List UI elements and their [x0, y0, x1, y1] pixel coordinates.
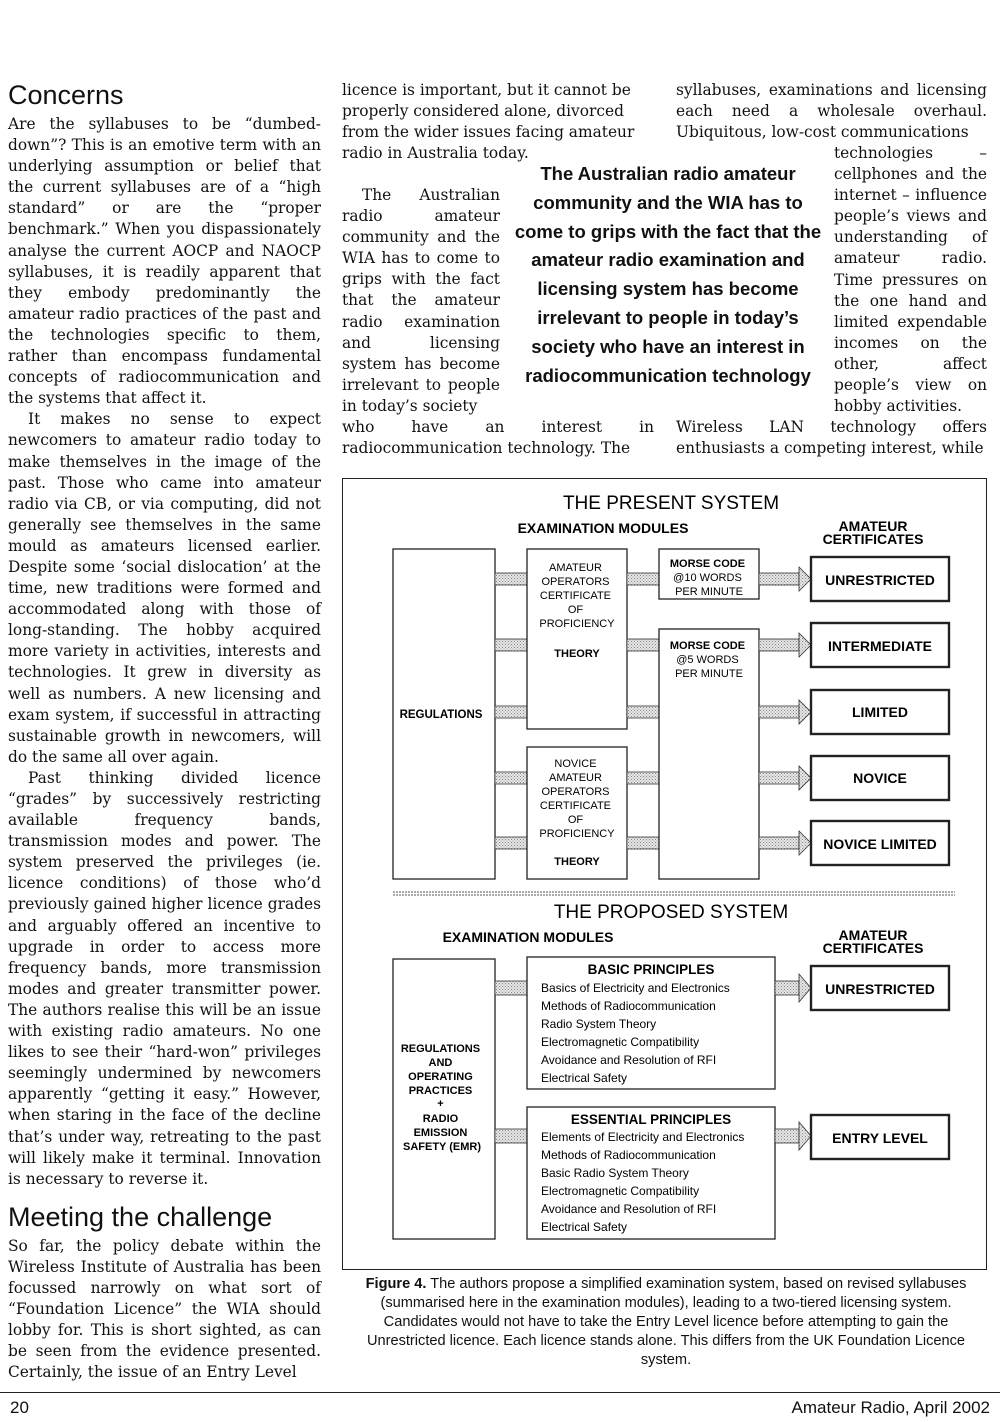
aocp-theory-label: THEORY	[554, 648, 600, 660]
morse-5-label: MORSE CODE @5 WORDS PER MINUTE	[669, 640, 746, 680]
proposed-regulations-label: REGULATIONS AND OPERATING PRACTICES + RADIO EMISSION SAFETY (EMR)	[400, 1043, 482, 1153]
paragraph: Wireless LAN technology offers enthusiasts a competing interest, while	[676, 418, 987, 458]
arrow-bar	[495, 1129, 527, 1143]
paragraph: The Australian radio amateur community and the WIA has to come to grips with the fact that the amateur radio examination and licensing system has become irrelevant to people in today’s society	[342, 186, 500, 415]
cert-box-proposed-unrestricted	[811, 966, 949, 1010]
figure-caption	[346, 1275, 986, 1370]
svg-text:NOVICE: NOVICE	[853, 770, 907, 786]
present-certs-label: CERTIFICATES	[822, 531, 924, 547]
svg-text:NOVICE LIMITED: NOVICE LIMITED	[823, 836, 937, 852]
basic-principles-title: BASIC PRINCIPLES	[587, 962, 715, 977]
column-2-top	[342, 80, 654, 164]
arrow-bar	[627, 573, 659, 585]
essential-principles-title: ESSENTIAL PRINCIPLES	[570, 1112, 732, 1127]
basic-principles-list: Basics of Electricity and Electronics Methods of Radiocommunication Radio System Theory Electromagnetic Compatibility Avoidance and Resolution of RFI Electrical Safety	[541, 981, 730, 1085]
arrow-bar	[495, 772, 527, 784]
arrow-to-novice	[759, 766, 811, 790]
paragraph: It makes no sense to expect newcomers to amateur radio today to make themselves in the image of the past. Those who came into amateur radio via CB, or via computing, did not generally see themselves in the same mould as amateurs licensed earlier. Despite some ‘social dislocation’ at the time, new traditions were formed and accommodated along with those of long-standing. The hobby acquired more variety in activities, interests and technologies. It grew in diversity as well as numbers. A new licensing and exam system, if successful in attracting sustainable growth in newcomers, will do the same all over again.	[8, 410, 321, 766]
column-2-left	[342, 185, 500, 417]
figure-diagram	[343, 479, 986, 1269]
paragraph: who have an interest in radiocommunication technology. The	[342, 418, 654, 458]
present-certs-label: AMATEUR	[838, 518, 908, 534]
svg-text:ENTRY LEVEL: ENTRY LEVEL	[832, 1130, 928, 1146]
arrow-to-entry-level	[775, 1122, 811, 1150]
arrow-bar	[627, 837, 659, 849]
column-3-right	[834, 143, 987, 417]
figure-4	[342, 478, 987, 1270]
proposed-certs-label: AMATEUR	[838, 927, 908, 943]
paragraph: So far, the policy debate within the Wireless Institute of Australia has been focussed narrowly on what sort of “Foundation Licence” the WIA should lobby for. This is short sighted, as can be seen from the evidence presented. Certainly, the issue of an Entry Level	[8, 1236, 321, 1382]
svg-text:UNRESTRICTED: UNRESTRICTED	[825, 981, 935, 997]
arrow-bar	[495, 837, 527, 849]
morse-10-label: MORSE CODE @10 WORDS PER MINUTE	[669, 558, 746, 598]
cert-box-intermediate	[811, 623, 949, 667]
svg-text:INTERMEDIATE: INTERMEDIATE	[828, 638, 932, 654]
arrow-to-intermediate	[759, 633, 811, 657]
naocp-label: NOVICE AMATEUR OPERATORS CERTIFICATE OF PROFICIENCY	[539, 758, 615, 840]
arrow-bar	[495, 706, 527, 718]
arrow-bar	[627, 706, 659, 718]
cert-box-novice	[811, 756, 949, 800]
heading-meeting-the-challenge: Meeting the challenge	[8, 1201, 273, 1232]
column-3-top	[676, 80, 987, 143]
paragraph: technologies – cellphones and the internet – influence people’s views and understanding of amateur radio. Time pressures on the one hand and limited expendable incomes on the other, affect people’s view on hobby activities.	[834, 144, 987, 416]
aocp-label: AMATEUR OPERATORS CERTIFICATE OF PROFICIENCY	[539, 562, 615, 630]
present-system-title: THE PRESENT SYSTEM	[562, 493, 780, 514]
cert-box-limited	[811, 690, 949, 734]
arrow-bar	[495, 573, 527, 585]
arrow-bar	[627, 639, 659, 651]
caption-text: The authors propose a simplified examination system, based on revised syllabuses (summarised here in the examination modules), leading to a two-tiered licensing system. Candidates would not have to take the Entry Level licence before attempting to gain the Unrestricted licence. Each licence stands alone. This differs from the UK Foundation Licence system.	[366, 1276, 967, 1368]
arrow-to-novice-limited	[759, 831, 811, 855]
svg-text:UNRESTRICTED: UNRESTRICTED	[825, 572, 935, 588]
proposed-modules-label: EXAMINATION MODULES	[442, 929, 614, 945]
essential-principles-list: Elements of Electricity and Electronics Methods of Radiocommunication Basic Radio System Theory Electromagnetic Compatibility Avoidance and Resolution of RFI Electrical Safety	[541, 1130, 745, 1234]
arrow-to-proposed-unrestricted	[775, 974, 811, 1002]
paragraph: Are the syllabuses to be “dumbed-down”? This is an emotive term with an underlying assumption or belief that the current syllabuses are of a “high standard” or are the “proper benchmark.” When you dispassionately analyse the current AOCP and NAOCP syllabuses, it is readily apparent that they embody predominantly the amateur radio practices of the past and the technologies specific to them, rather than encompass fundamental concepts of radiocommunication and the systems that affect it.	[8, 115, 321, 408]
cert-box-novice-limited	[811, 821, 949, 865]
paragraph: syllabuses, examinations and licensing each need a wholesale overhaul. Ubiquitous, low-cost communications	[676, 81, 987, 142]
paragraph: Past thinking divided licence “grades” by successively restricting available frequency bands, transmission modes and power. The system preserved the privileges (ie. licence conditions) of those who’d previously gained higher licence grades and arguably offered an incentive to upgrade in order to access more frequency bands, more transmission modes and greater transmitter power. The authors realise this will be an issue with existing radio amateurs. No one likes to see their “hard-won” privileges seemingly undermined by newcomers apparently “getting it easy.” However, when staring in the face of the decline that’s under way, retreating to the past will likely make it terminal. Innovation is necessary to reverse it.	[8, 768, 321, 1188]
journal-name: Amateur Radio, April 2002	[791, 1398, 990, 1417]
morse-5-box	[659, 629, 759, 879]
proposed-system-title: THE PROPOSED SYSTEM	[553, 902, 789, 923]
arrow-to-unrestricted	[759, 567, 811, 591]
cert-box-unrestricted	[811, 557, 949, 601]
paragraph: licence is important, but it cannot be properly considered alone, divorced from the wider issues facing amateur radio in Australia today.	[342, 81, 635, 163]
regulations-label: REGULATIONS	[399, 709, 483, 721]
column-3-bottom	[676, 417, 987, 459]
column-2-bottom	[342, 417, 654, 459]
column-1	[8, 80, 321, 1383]
heading-concerns: Concerns	[8, 80, 124, 110]
arrow-bar	[495, 639, 527, 651]
svg-text:LIMITED: LIMITED	[852, 704, 908, 720]
figure-label: Figure 4.	[365, 1276, 427, 1292]
proposed-certs-label: CERTIFICATES	[822, 940, 924, 956]
present-modules-label: EXAMINATION MODULES	[517, 520, 689, 536]
arrow-bar	[495, 981, 527, 995]
pull-quote: The Australian radio amateur community and the WIA has to come to grips with the fact that the amateur radio examination and licensing system has become irrelevant to people in today’s society who have an interest in radiocommunication technology	[514, 163, 822, 386]
cert-box-entry-level	[811, 1115, 949, 1159]
arrow-bar	[627, 772, 659, 784]
page-number: 20	[10, 1398, 29, 1417]
arrow-to-limited	[759, 700, 811, 724]
naocp-theory-label: THEORY	[554, 856, 600, 868]
footer-rule	[0, 1392, 1000, 1393]
